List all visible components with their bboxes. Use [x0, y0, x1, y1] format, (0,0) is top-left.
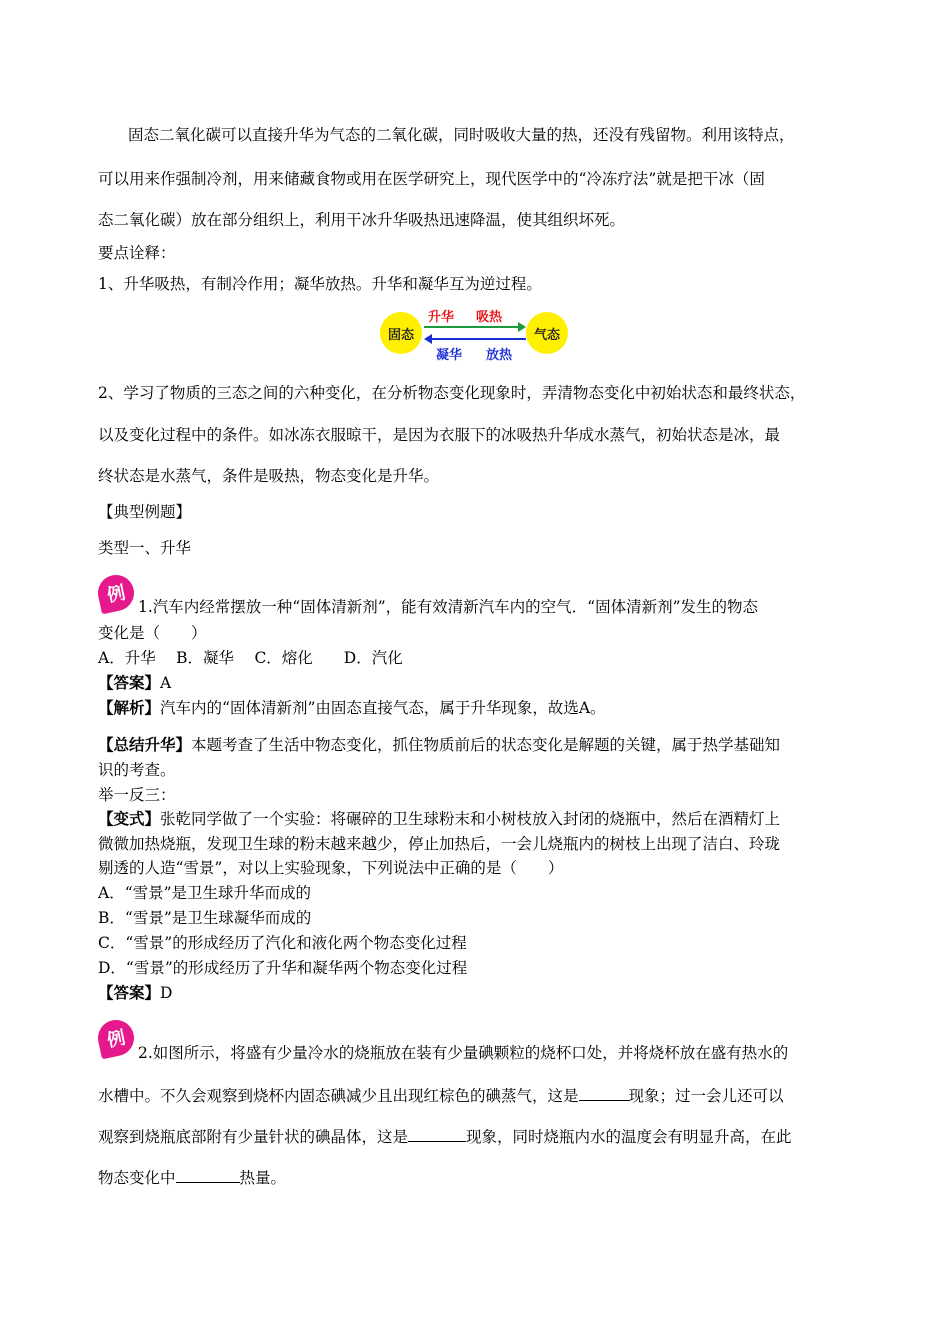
- example-1-analysis: [98, 697, 606, 719]
- example-badge-icon-2: 例: [95, 1017, 138, 1060]
- summary-tag: 【总结升华】: [98, 735, 192, 754]
- intro-line-2: 可以用来作强制冷剂，用来储藏食物或用在医学研究上，现代医学中的“冷冻疗法”就是把干冰（固: [98, 170, 765, 188]
- variant-option-a: A．“雪景”是卫生球升华而成的: [98, 884, 312, 902]
- analysis-tag: 【解析】: [98, 698, 161, 717]
- variant-answer-tag: 【答案】: [98, 983, 161, 1002]
- answer-value: A: [160, 674, 172, 692]
- example-2-line-3: 观察到烧瓶底部附有少量针状的碘晶体，这是 现象，同时烧瓶内水的温度会有明显升高，在此: [98, 1125, 792, 1148]
- examples-heading: 【典型例题】: [98, 503, 192, 521]
- point-2-line-3: 终状态是水蒸气，条件是吸热，物态变化是升华。: [98, 467, 440, 485]
- fill-blank-1[interactable]: [579, 1084, 629, 1101]
- type-1-heading: 类型一、升华: [98, 539, 192, 557]
- sublimation-label: 升华: [428, 310, 455, 325]
- point-2-line-2: 以及变化过程中的条件。如冰冻衣服晾干，是因为衣服下的冰吸热升华成水蒸气，初始状态是冰，最: [98, 426, 781, 444]
- point-2-line-1: 2、学习了物质的三态之间的六种变化，在分析物态变化现象时，弄清物态变化中初始状态和最终状态，: [98, 384, 806, 402]
- absorb-heat-label: 吸热: [476, 310, 503, 325]
- variant-option-c: C．“雪景”的形成经历了汽化和液化两个物态变化过程: [98, 934, 467, 952]
- sublimation-diagram: [380, 302, 570, 364]
- example-badge-icon: 例: [95, 572, 138, 615]
- intro-line-1: 固态二氧化碳可以直接升华为气态的二氧化碳，同时吸收大量的热，还没有残留物。利用该特点，: [128, 126, 795, 144]
- variant-heading: 举一反三：: [98, 786, 176, 804]
- gas-state-circle: 气态: [526, 312, 568, 354]
- release-heat-label: 放热: [486, 348, 513, 363]
- example-1-summary-line-1: [98, 734, 780, 756]
- example-1-question-line-2: 变化是（ ）: [98, 624, 207, 642]
- point-1: 1、升华吸热，有制冷作用；凝华放热。升华和凝华互为逆过程。: [98, 275, 542, 293]
- notes-heading: 要点诠释：: [98, 244, 176, 262]
- variant-option-d: D．“雪景”的形成经历了升华和凝华两个物态变化过程: [98, 959, 468, 977]
- example-2-line-4: 物态变化中 热量。: [98, 1166, 286, 1189]
- example-1-answer: [98, 672, 171, 694]
- answer-tag: 【答案】: [98, 673, 161, 692]
- variant-tag: 【变式】: [98, 809, 161, 828]
- fill-blank-2[interactable]: [408, 1125, 466, 1142]
- example-2-line-1: 2.如图所示，将盛有少量冷水的烧瓶放在装有少量碘颗粒的烧杯口处，并将烧杯放在盛有热水的: [138, 1044, 789, 1062]
- example-1-question-line-1: 1.汽车内经常摆放一种“固体清新剂”，能有效清新汽车内的空气．“固体清新剂”发生的物态: [138, 598, 758, 616]
- variant-line-2: 微微加热烧瓶，发现卫生球的粉末越来越少，停止加热后，一会儿烧瓶内的树枝上出现了洁白、玲珑: [98, 835, 781, 853]
- example-1-summary-line-2: 识的考查。: [98, 761, 176, 779]
- variant-answer: [98, 982, 172, 1004]
- reverse-arrow: [424, 334, 526, 344]
- variant-line-3: 剔透的人造“雪景”，对以上实验现象，下列说法中正确的是（ ）: [98, 859, 564, 877]
- variant-line-1: [98, 808, 780, 830]
- summary-text: 本题考查了生活中物态变化，抓住物质前后的状态变化是解题的关键，属于热学基础知: [191, 736, 781, 754]
- forward-arrow: [424, 322, 526, 332]
- solid-state-circle: 固态: [380, 312, 422, 354]
- example-2-line-2: 水槽中。不久会观察到烧杯内固态碘减少且出现红棕色的碘蒸气，这是 现象；过一会儿还可以: [98, 1084, 784, 1107]
- analysis-text: 汽车内的“固体清新剂”由固态直接气态，属于升华现象，故选A。: [160, 699, 606, 717]
- variant-text: 张乾同学做了一个实验：将碾碎的卫生球粉末和小树枝放入封闭的烧瓶中，然后在酒精灯上: [160, 810, 781, 828]
- example-1-options: A．升华 B．凝华 C．熔化 D．汽化: [98, 649, 403, 667]
- intro-line-3: 态二氧化碳）放在部分组织上，利用干冰升华吸热迅速降温，使其组织坏死。: [98, 211, 626, 229]
- variant-answer-value: D: [160, 984, 173, 1002]
- deposition-label: 凝华: [436, 348, 463, 363]
- fill-blank-3[interactable]: [176, 1166, 240, 1183]
- variant-option-b: B．“雪景”是卫生球凝华而成的: [98, 909, 312, 927]
